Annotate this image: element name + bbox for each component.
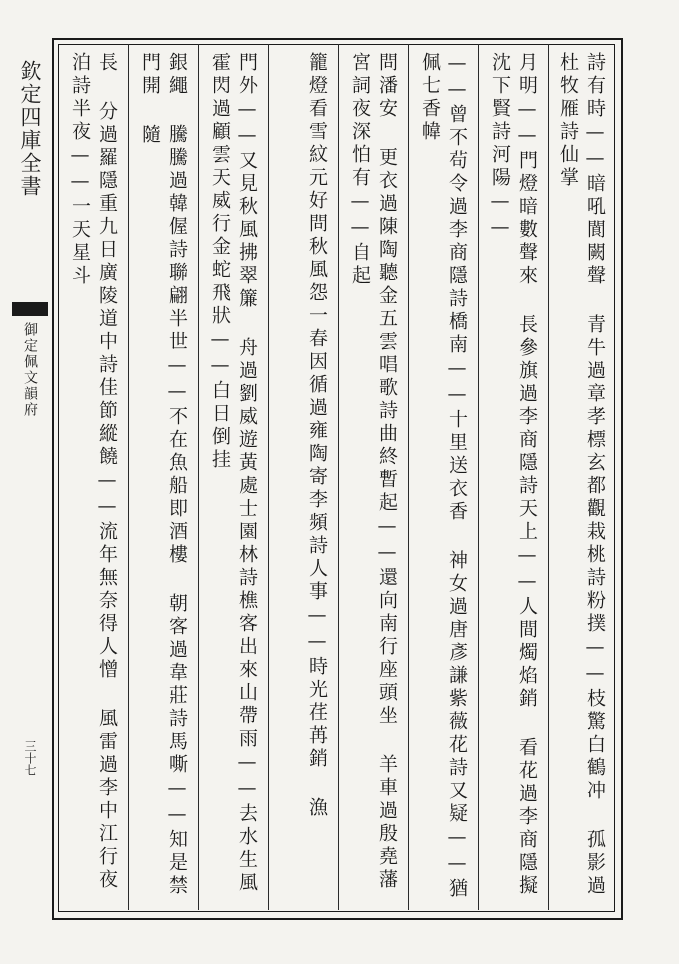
column-text: 籠燈看雪紋元好問秋風怨一春因循過雍陶寄李頻詩人事——時光荏苒銷 漁 bbox=[306, 52, 328, 820]
column-text: 問潘安 更衣過陳陶聽金五雲唱歌詩曲終暫起——還向南行座頭坐 羊車過殷堯藩宮詞夜深怕有——自起 bbox=[349, 52, 398, 892]
column-rule bbox=[548, 44, 549, 910]
page-number: 三十七 bbox=[23, 740, 37, 776]
column-text: 長 分過羅隱重九日廣陵道中詩佳節縱饒——流年無奈得人憎 風雷過李中江行夜泊詩半夜——一天星斗 bbox=[69, 52, 118, 892]
text-column-7 bbox=[136, 52, 190, 902]
text-column-2 bbox=[486, 52, 540, 902]
column-text: 月明——門燈暗數聲來 長參旗過李商隱詩天上——人間燭焰銷 看花過李商隱擬沈下賢詩河陽—— bbox=[489, 52, 538, 898]
column-rule bbox=[408, 44, 409, 910]
book-series-title: 欽定四庫全書 bbox=[18, 60, 42, 198]
column-text: 銀繩 騰騰過韓偓詩聯翩半世——不在魚船即酒樓 朝客過韋莊詩馬嘶——知是禁門開 隨 bbox=[139, 52, 188, 898]
column-rule bbox=[198, 44, 199, 910]
column-rule bbox=[128, 44, 129, 910]
fishtail-mark bbox=[12, 302, 48, 316]
column-text: ——曾不茍令過李商隱詩橋南——十里送衣香 神女過唐彥謙紫薇花詩又疑——猶佩七香幃 bbox=[419, 52, 468, 901]
column-rule bbox=[478, 44, 479, 910]
text-column-1 bbox=[554, 52, 608, 902]
text-column-3 bbox=[416, 52, 470, 902]
text-column-5 bbox=[276, 52, 330, 902]
book-title: 御定佩文韻府 bbox=[22, 322, 38, 418]
column-rule bbox=[268, 44, 269, 910]
column-text: 詩有時——暗吼閬闕聲 青牛過章孝標玄都觀栽桃詩粉撲——枝驚白鶴冲 孤影過杜牧雁詩仙掌 bbox=[557, 52, 606, 898]
column-text: 門外——又見秋風拂翠簾 舟過劉威遊黃處士園林詩樵客出來山帶雨——去水生風 霍閃過顧雲天威行金蛇飛狀——白日倒挂 bbox=[209, 52, 258, 895]
text-column-8 bbox=[66, 52, 120, 902]
text-column-4 bbox=[346, 52, 400, 902]
text-column-6 bbox=[206, 52, 260, 902]
column-rule bbox=[338, 44, 339, 910]
